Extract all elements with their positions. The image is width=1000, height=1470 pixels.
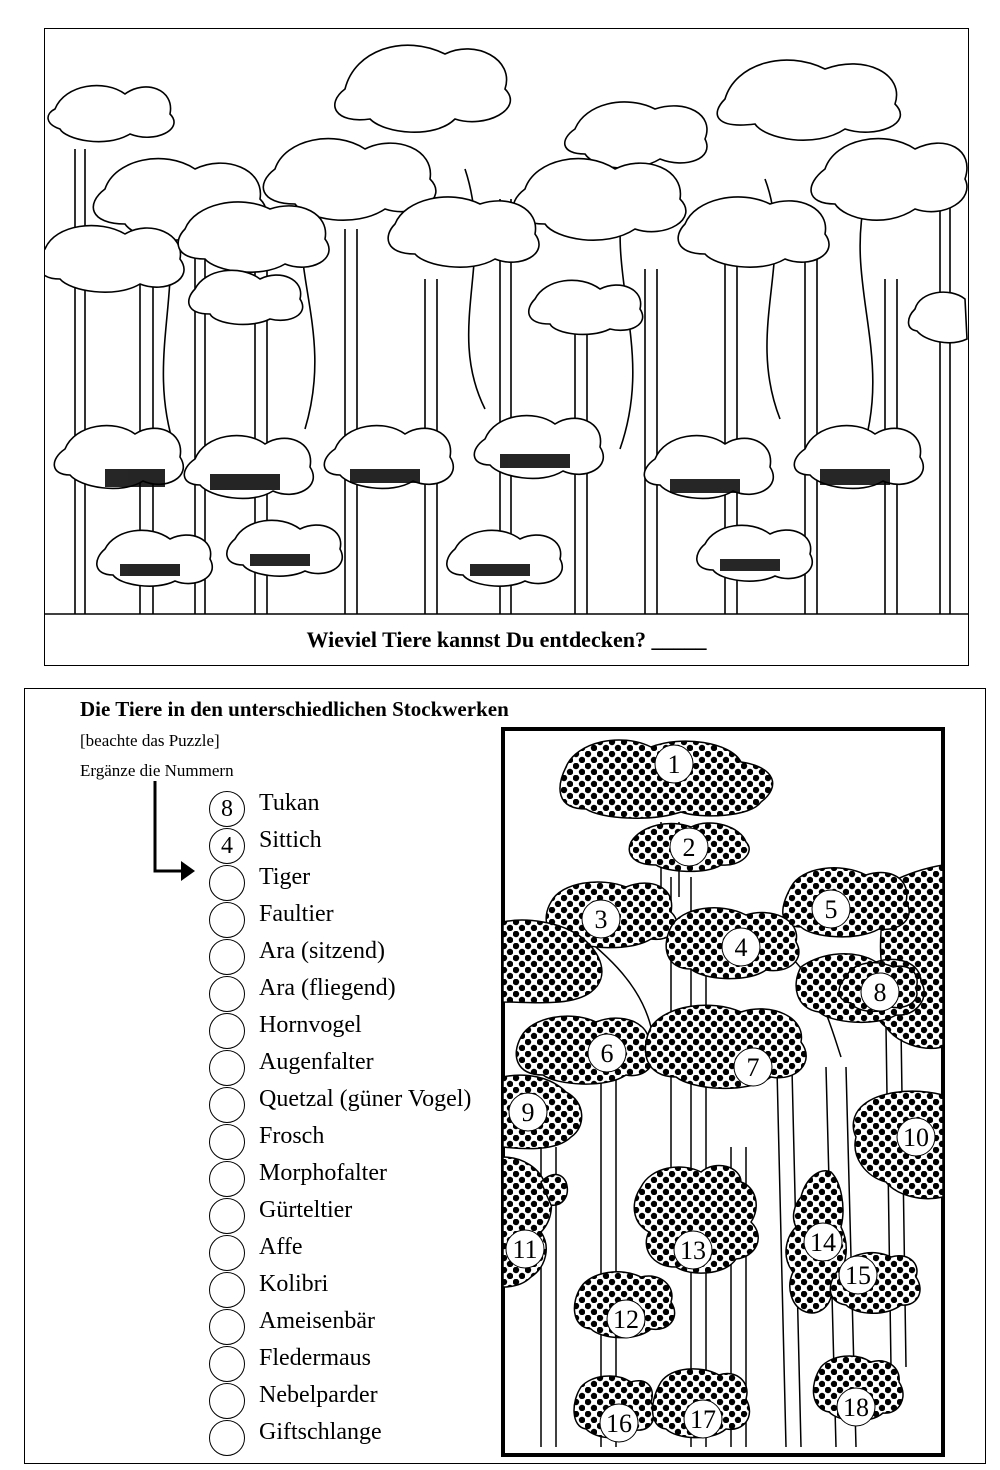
number-circle[interactable] [209, 1124, 245, 1160]
puzzle-number-9: 9 [521, 1098, 535, 1127]
number-circle[interactable] [209, 902, 245, 938]
animal-name: Tiger [259, 864, 311, 890]
number-circle[interactable] [209, 1420, 245, 1456]
animal-name: Giftschlange [259, 1419, 382, 1445]
number-circle[interactable] [209, 939, 245, 975]
puzzle-number-4: 4 [734, 933, 748, 962]
animal-name: Nebelparder [259, 1382, 378, 1408]
number-circle[interactable] [209, 1050, 245, 1086]
animal-name: Ara (sitzend) [259, 938, 385, 964]
number-circle[interactable] [209, 976, 245, 1012]
animal-name: Ameisenbär [259, 1308, 375, 1334]
number-circle[interactable] [209, 1272, 245, 1308]
number-circle[interactable] [209, 1013, 245, 1049]
puzzle-number-1: 1 [667, 750, 681, 779]
animal-name: Hornvogel [259, 1012, 362, 1038]
animal-name: Kolibri [259, 1271, 329, 1297]
animal-name: Affe [259, 1234, 303, 1260]
animal-name: Tukan [259, 790, 320, 816]
jungle-illustration [45, 29, 968, 619]
animal-name: Faultier [259, 901, 334, 927]
puzzle-hint: [beachte das Puzzle] [80, 731, 220, 750]
puzzle-number-14: 14 [810, 1228, 836, 1257]
animal-name: Frosch [259, 1123, 325, 1149]
animal-name: Quetzal (güner Vogel) [259, 1086, 472, 1112]
puzzle-number-7: 7 [746, 1053, 760, 1082]
puzzle-number-12: 12 [613, 1305, 639, 1334]
number-circle[interactable] [209, 865, 245, 901]
animal-name: Sittich [259, 827, 322, 853]
count-animals-question: Wieviel Tiere kannst Du entdecken? _____ [306, 627, 707, 652]
worksheet-heading: Die Tiere in den unterschiedlichen Stockwerken [80, 697, 509, 721]
animal-name: Gürteltier [259, 1197, 353, 1223]
puzzle-number-6: 6 [600, 1039, 614, 1068]
number-circle[interactable] [209, 1346, 245, 1382]
number-circle[interactable] [209, 1087, 245, 1123]
number-circle[interactable] [209, 1198, 245, 1234]
animal-name: Ara (fliegend) [259, 975, 396, 1001]
number-circle[interactable] [209, 1383, 245, 1419]
puzzle-number-16: 16 [606, 1409, 632, 1438]
puzzle-number-13: 13 [680, 1236, 706, 1265]
puzzle-number-2: 2 [682, 833, 696, 862]
puzzle-number-15: 15 [845, 1261, 871, 1290]
number-circle[interactable]: 8 [209, 791, 245, 827]
worksheet-panel [24, 688, 986, 1464]
forest-layers-puzzle [501, 727, 945, 1457]
puzzle-number-17: 17 [690, 1405, 716, 1434]
animal-name: Fledermaus [259, 1345, 371, 1371]
puzzle-number-11: 11 [512, 1235, 538, 1264]
jungle-picture-panel [44, 28, 969, 666]
puzzle-number-10: 10 [903, 1123, 929, 1152]
number-circle[interactable] [209, 1161, 245, 1197]
arrow-right-icon [145, 781, 205, 891]
animal-name: Morphofalter [259, 1160, 387, 1186]
number-circle[interactable] [209, 1309, 245, 1345]
puzzle-number-3: 3 [594, 905, 608, 934]
puzzle-number-5: 5 [824, 895, 838, 924]
number-circle[interactable]: 4 [209, 828, 245, 864]
puzzle-number-8: 8 [873, 978, 887, 1007]
puzzle-number-18: 18 [843, 1393, 869, 1422]
number-circle[interactable] [209, 1235, 245, 1271]
instruction-text: Ergänze die Nummern [80, 761, 234, 780]
animal-name: Augenfalter [259, 1049, 374, 1075]
